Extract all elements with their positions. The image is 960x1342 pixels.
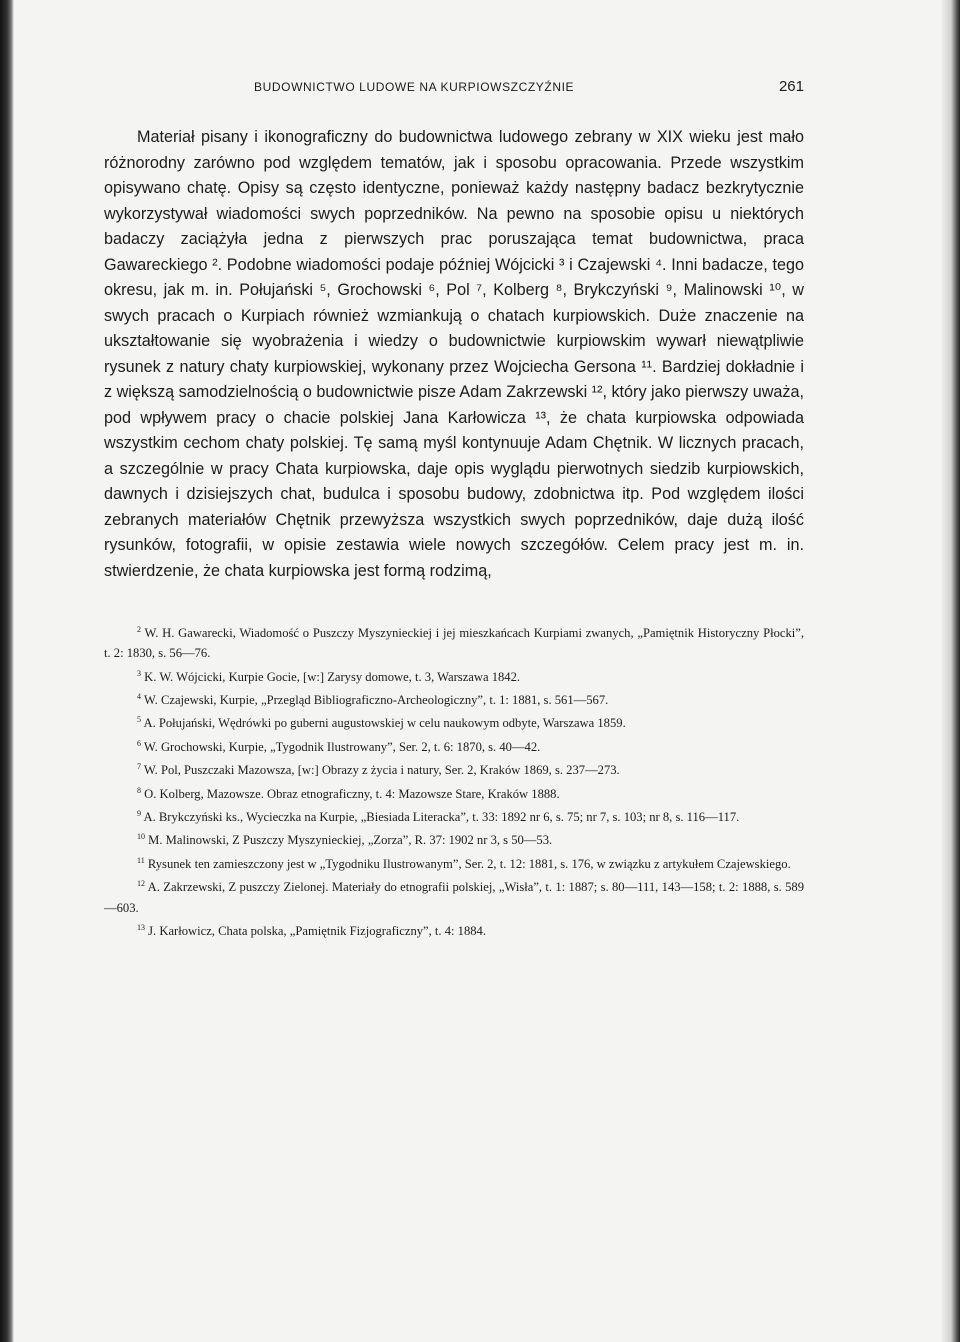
footnote-marker: 6 bbox=[137, 738, 141, 748]
footnote bbox=[104, 757, 804, 780]
scan-left-edge bbox=[0, 0, 14, 1342]
page-number: 261 bbox=[778, 78, 804, 95]
footnote-text: W. Grochowski, Kurpie, „Tygodnik Ilustrowany”, Ser. 2, t. 6: 1870, s. 40—42. bbox=[143, 739, 541, 754]
footnote bbox=[104, 687, 804, 710]
page-header bbox=[104, 60, 804, 100]
footnote bbox=[104, 710, 804, 733]
footnote-marker: 3 bbox=[137, 668, 141, 678]
footnote-marker: 11 bbox=[137, 855, 145, 865]
body-text bbox=[104, 125, 804, 584]
footnote-marker: 13 bbox=[137, 922, 145, 932]
footnote bbox=[104, 827, 804, 850]
footnote-text: W. Czajewski, Kurpie, „Przegląd Bibliograficzno-Archeologiczny”, t. 1: 1881, s. 561—567. bbox=[143, 693, 609, 708]
footnote-marker: 12 bbox=[137, 879, 145, 889]
footnote-marker: 9 bbox=[137, 808, 141, 818]
footnote-text: W. H. Gawarecki, Wiadomość o Puszczy Myszynieckiej i jej mieszkańcach Kurpiami zwanych, „Pamiętnik Historyczny Płocki”, t. 2: 1830, s. 56—76. bbox=[104, 626, 805, 661]
footnote-text: A. Brykczyński ks., Wycieczka na Kurpie, „Biesiada Literacka”, t. 33: 1892 nr 6, s. 75; nr 7, s. 103; nr 8, s. 116—117. bbox=[143, 810, 740, 825]
footnote-marker: 5 bbox=[137, 715, 141, 725]
document-page bbox=[104, 60, 804, 941]
footnote bbox=[104, 734, 804, 757]
footnote-marker: 7 bbox=[137, 762, 141, 772]
footnote-text: A. Połujański, Wędrówki po guberni augustowskiej w celu naukowym odbyte, Warszawa 1859. bbox=[143, 716, 626, 731]
running-title: BUDOWNICTWO LUDOWE NA KURPIOWSZCZYŹNIE bbox=[254, 80, 575, 94]
body-paragraph: Materiał pisany i ikonograficzny do budownictwa ludowego zebrany w XIX wieku jest mało różnorodny zarówno pod względem tematów, jak i sposobu opracowania. Przede wszystkim opisywano chatę. Opisy są często identyczne, ponieważ każdy następny badacz bezkrytycznie wykorzystywał wiadomości swych poprzedników. Na pewno na sposobie opisu u niektórych badaczy zaciążyła jedna z pierwszych prac poruszająca temat budownictwa, praca Gawareckiego ². Podobne wiadomości podaje później Wójcicki ³ i Czajewski ⁴. Inni badacze, tego okresu, jak m. in. Połujański ⁵, Grochowski ⁶, Pol ⁷, Kolberg ⁸, Brykczyński ⁹, Malinowski ¹⁰, w swych pracach o Kurpiach również wzmiankują o chatach kurpiowskich. Duże znaczenie na ukształtowanie się wyobrażenia i wiedzy o budownictwie kurpiowskim wywarł niewątpliwie rysunek z natury chaty kurpiowskiej, wykonany przez Wojciecha Gersona ¹¹. Bardziej dokładnie i z większą samodzielnością o budownictwie pisze Adam Zakrzewski ¹², który jako pierwszy uważa, pod wpływem pracy o chacie polskiej Jana Karłowicza ¹³, że chata kurpiowska odpowiada wszystkim cechom chaty polskiej. Tę samą myśl kontynuuje Adam Chętnik. W licznych pracach, a szczególnie w pracy Chata kurpiowska, daje opis wyglądu pierwotnych siedzib kurpiowskich, dawnych i dzisiejszych chat, budulca i sposobu budowy, zdobnictwa itp. Pod względem ilości zebranych materiałów Chętnik przewyższa wszystkich swych poprzedników, daje dużą ilość rysunków, fotografii, w opisie zestawia wiele nowych szczegółów. Celem pracy jest m. in. stwierdzenie, że chata kurpiowska jest formą rodzimą, bbox=[104, 128, 804, 580]
footnote bbox=[104, 664, 804, 687]
footnote bbox=[104, 851, 804, 874]
footnote-marker: 10 bbox=[137, 832, 145, 842]
footnote-marker: 2 bbox=[137, 625, 141, 634]
footnote-text: J. Karłowicz, Chata polska, „Pamiętnik Fizjograficzny”, t. 4: 1884. bbox=[148, 923, 487, 938]
footnote-text: W. Pol, Puszczaki Mazowsza, [w:] Obrazy z życia i natury, Ser. 2, Kraków 1869, s. 237—273. bbox=[143, 763, 620, 778]
footnote-marker: 8 bbox=[137, 785, 141, 795]
footnotes bbox=[104, 620, 804, 941]
footnote-text: A. Zakrzewski, Z puszczy Zielonej. Materiały do etnografii polskiej, „Wisła”, t. 1: 1887; s. 80—111, 143—158; t. 2: 1888, s. 589—603. bbox=[104, 880, 804, 915]
footnote-marker: 4 bbox=[137, 691, 141, 701]
scan-right-edge bbox=[940, 0, 960, 1342]
footnote-text: K. W. Wójcicki, Kurpie Gocie, [w:] Zarysy domowe, t. 3, Warszawa 1842. bbox=[144, 669, 521, 684]
footnote bbox=[104, 874, 804, 918]
footnote bbox=[104, 781, 804, 804]
footnote-text: O. Kolberg, Mazowsze. Obraz etnograficzny, t. 4: Mazowsze Stare, Kraków 1888. bbox=[144, 786, 560, 801]
footnote bbox=[104, 918, 804, 941]
footnote bbox=[104, 804, 804, 827]
footnote-text: Rysunek ten zamieszczony jest w „Tygodniku Ilustrowanym”, Ser. 2, t. 12: 1881, s. 176, w związku z artykułem Czajewskiego. bbox=[147, 856, 791, 871]
footnote bbox=[104, 620, 804, 664]
footnote-text: M. Malinowski, Z Puszczy Myszynieckiej, „Zorza”, R. 37: 1902 nr 3, s 50—53. bbox=[148, 833, 553, 848]
